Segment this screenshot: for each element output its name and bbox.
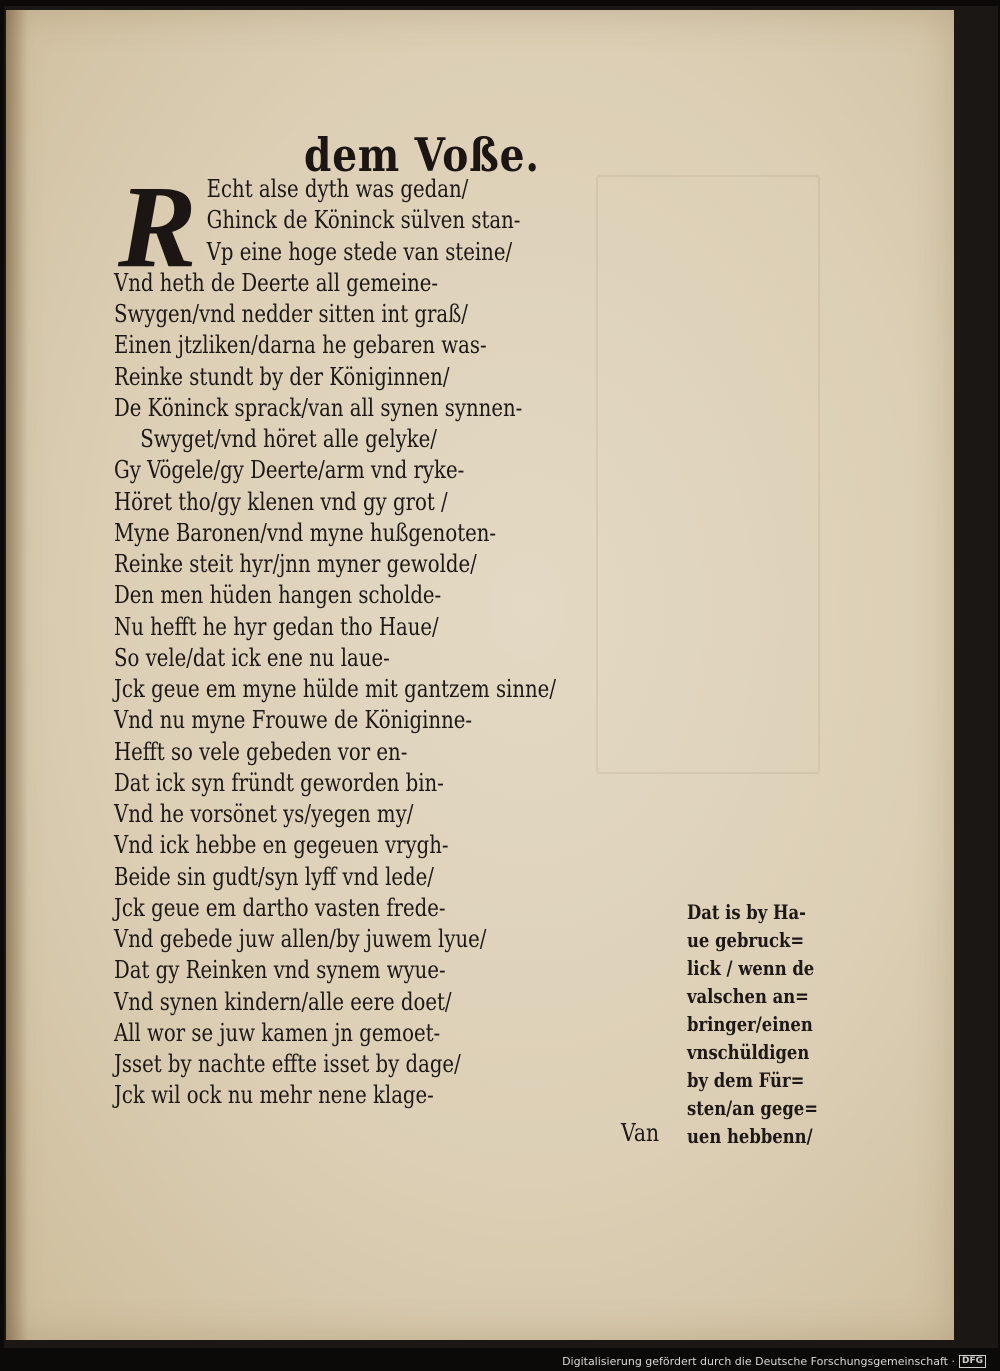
verse-line: Jck wil ock nu mehr nene klage-: [114, 1081, 434, 1110]
digitization-credit: [562, 1355, 986, 1368]
note-line: ue gebruck=: [687, 928, 805, 952]
verse-line: Jck geue em myne hülde mit gantzem sinne/: [114, 675, 556, 703]
verse-line: Einen jtzliken/darna he gebaren was-: [114, 331, 487, 360]
verse-line: All wor se juw kamen jn gemoet-: [114, 1018, 441, 1047]
note-line: sten/an gege=: [687, 1096, 818, 1120]
marginal-note: [687, 898, 847, 1150]
verse-block: [114, 174, 653, 1112]
note-line: uen hebbenn/: [687, 1124, 813, 1148]
verse-line: Vnd synen kindern/alle eere doet/: [114, 987, 452, 1016]
verse-line: Myne Baronen/vnd myne hußgenoten-: [114, 518, 497, 547]
scan-frame: [4, 6, 998, 1348]
catchword: Van: [621, 1119, 660, 1147]
verse-line: Den men hüden hangen scholde-: [114, 581, 442, 610]
credit-text: Digitalisierung gefördert durch die Deutsche Forschungsgemeinschaft ·: [562, 1355, 955, 1368]
verse-line: Vnd ick hebbe en gegeuen vrygh-: [114, 831, 449, 860]
note-line: vnschüldigen: [687, 1040, 810, 1064]
verse-line: Höret tho/gy klenen vnd gy grot /: [114, 487, 448, 516]
running-head: dem Voße.: [304, 128, 540, 182]
verse-line: Vnd nu myne Frouwe de Königinne-: [114, 706, 473, 735]
verse-line: Hefft so vele gebeden vor en-: [114, 737, 408, 766]
note-line: bringer/einen: [687, 1012, 813, 1036]
verse-line: Dat ick syn fründt geworden bin-: [114, 768, 444, 797]
verse-line: Gy Vögele/gy Deerte/arm vnd ryke-: [114, 456, 465, 485]
verse-line: Vnd heth de Deerte all gemeine-: [114, 268, 439, 297]
note-line: valschen an=: [687, 984, 809, 1008]
verse-line: De Köninck sprack/van all synen synnen-: [114, 393, 523, 422]
verse-line: Reinke stundt by der Königinnen/: [114, 362, 450, 391]
verse-line: Beide sin gudt/syn lyff vnd lede/: [114, 862, 434, 891]
dfg-logo: DFG: [959, 1355, 986, 1368]
note-line: Dat is by Ha-: [687, 900, 806, 924]
verse-line: Dat gy Reinken vnd synem wyue-: [114, 956, 446, 985]
verse-line: Vnd he vorsönet ys/yegen my/: [114, 800, 414, 828]
verse-line: Echt alse dyth was gedan/: [206, 175, 469, 203]
page-gutter: [6, 10, 28, 1340]
note-line: by dem Für=: [687, 1068, 805, 1092]
verse-line: Jsset by nachte effte isset by dage/: [114, 1050, 461, 1078]
verse-line: Swyget/vnd höret alle gelyke/: [140, 425, 437, 453]
note-line: lick / wenn de: [687, 956, 815, 980]
decorated-initial: R: [118, 161, 197, 292]
verse-line: So vele/dat ick ene nu laue-: [114, 643, 390, 672]
verse-line: Vp eine hoge stede van steine/: [206, 237, 513, 266]
verse-line: Ghinck de Köninck sülven stan-: [206, 206, 521, 235]
verse-line: Swygen/vnd nedder sitten int graß/: [114, 300, 468, 328]
verse-line: Nu hefft he hyr gedan tho Haue/: [114, 612, 439, 641]
verse-line: Vnd gebede juw allen/by juwem lyue/: [114, 925, 487, 953]
verse-line: Jck geue em dartho vasten frede-: [114, 893, 446, 922]
verse-line: Reinke steit hyr/jnn myner gewolde/: [114, 550, 477, 578]
